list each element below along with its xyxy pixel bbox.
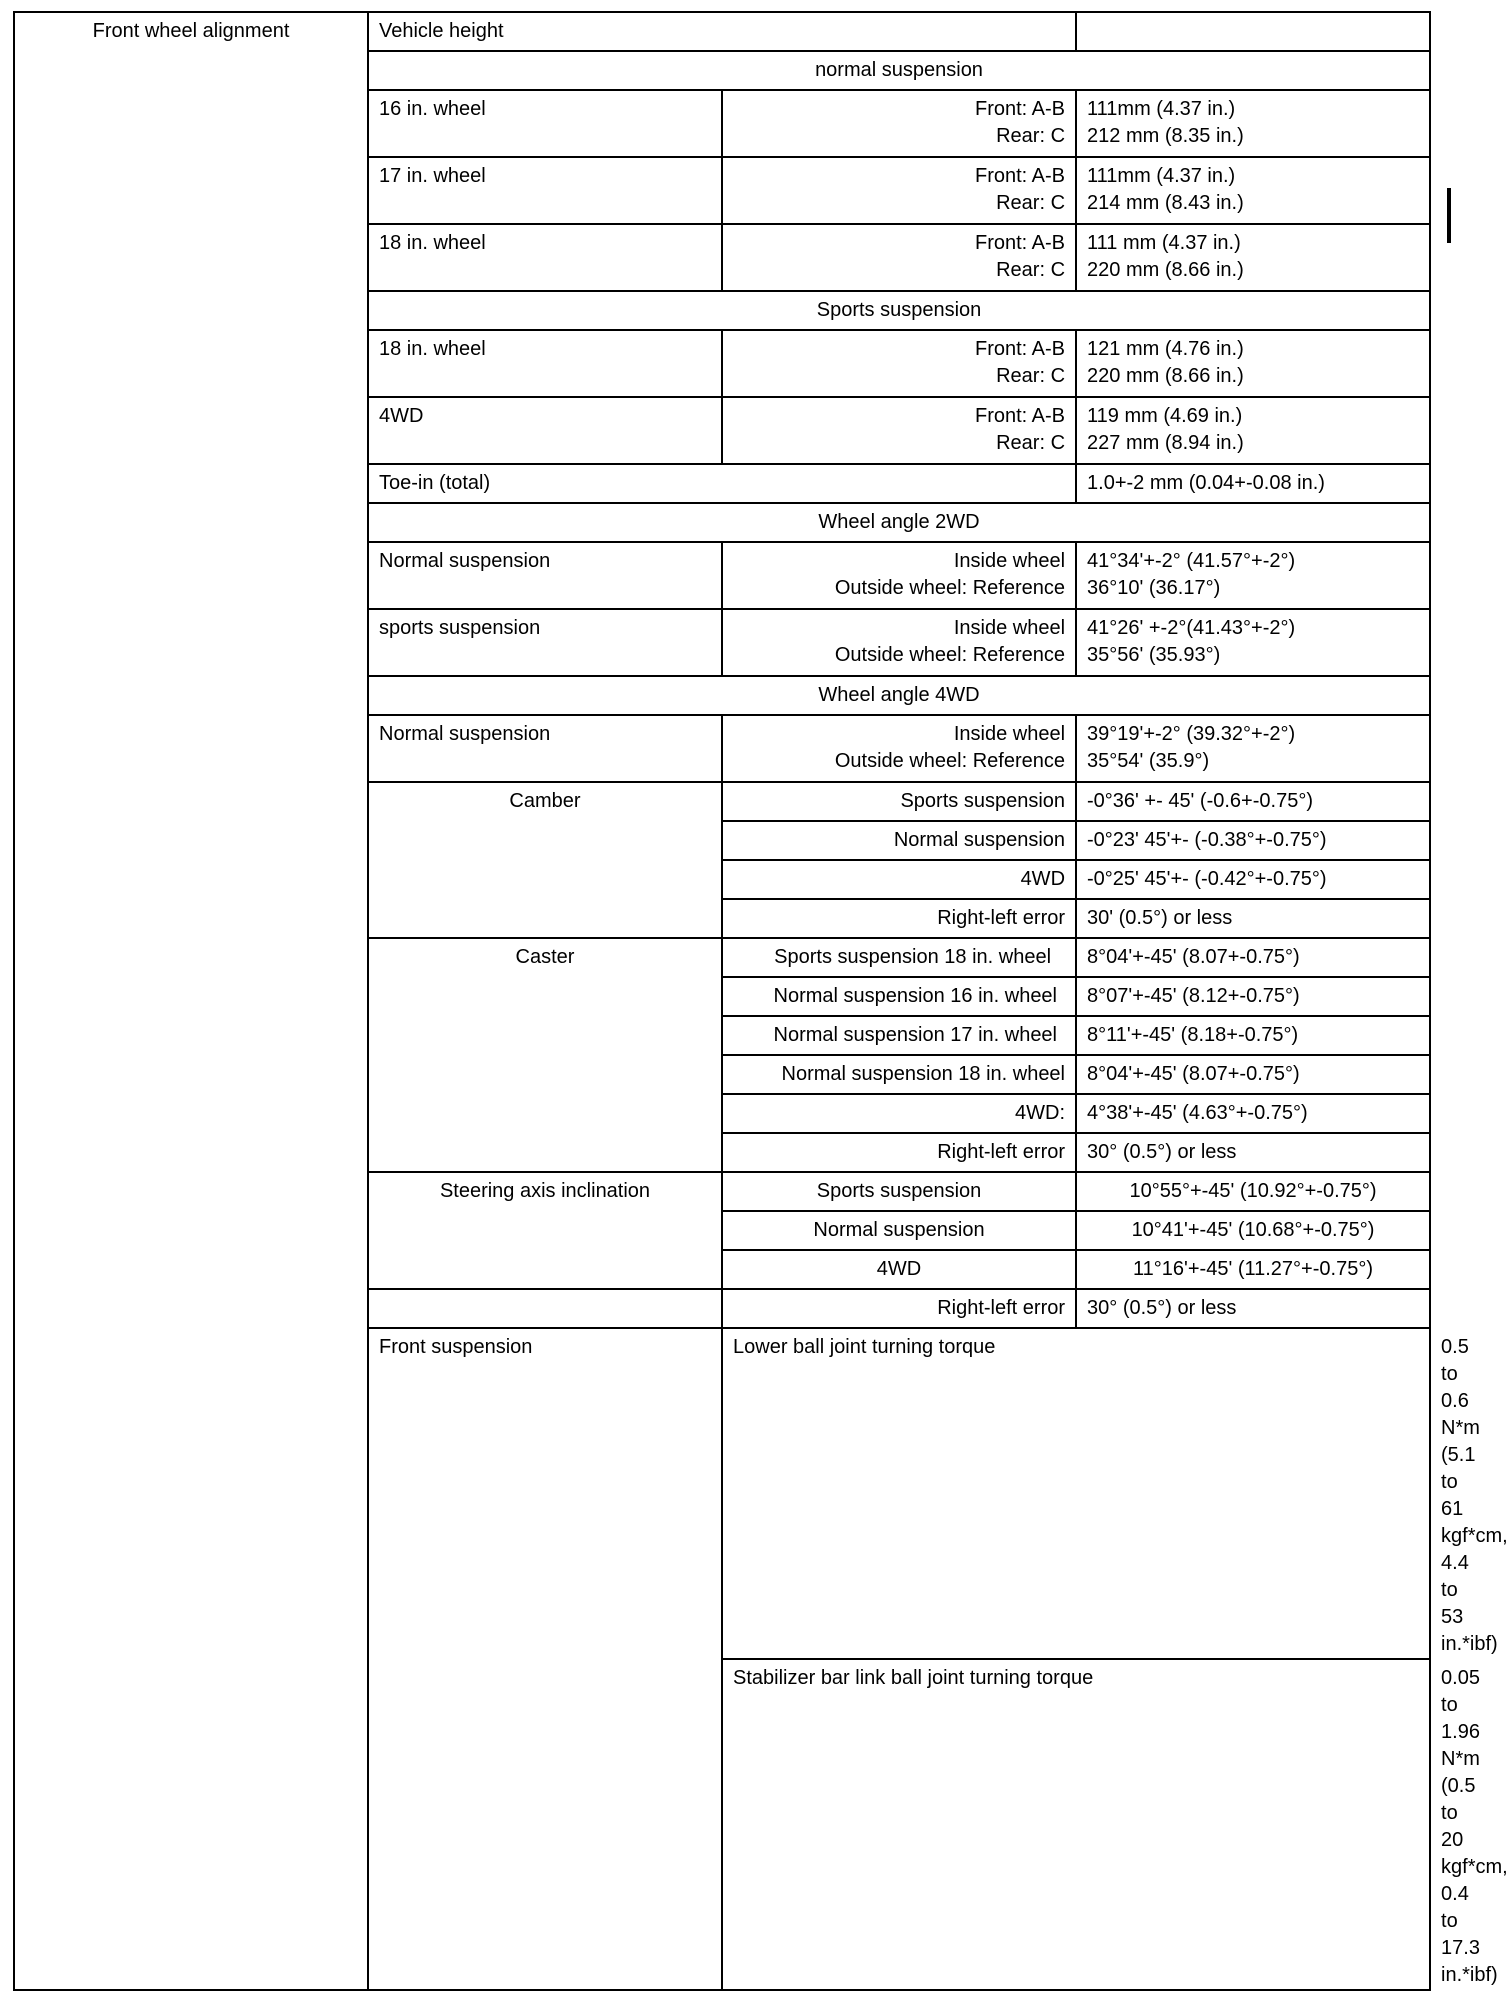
steering-error-value: 30° (0.5°) or less bbox=[1076, 1289, 1430, 1328]
awd-values bbox=[1076, 397, 1430, 464]
wa2-normal-conditions bbox=[722, 542, 1076, 609]
vehicle-height-value bbox=[1076, 12, 1430, 51]
steering-condition: 4WD bbox=[722, 1250, 1076, 1289]
caster-condition: Normal suspension 16 in. wheel bbox=[722, 977, 1076, 1016]
camber-label: Camber bbox=[368, 782, 722, 938]
front-value: 111mm (4.37 in.) bbox=[1087, 98, 1236, 120]
wa2-sports-label: sports suspension bbox=[368, 609, 722, 676]
outside-wheel-value: 36°10' (36.17°) bbox=[1087, 577, 1221, 599]
row-vehicle-height bbox=[14, 12, 1430, 51]
caster-condition: Normal suspension 18 in. wheel bbox=[722, 1055, 1076, 1094]
sports18-label: 18 in. wheel bbox=[368, 330, 722, 397]
front-value: 121 mm (4.76 in.) bbox=[1087, 338, 1244, 360]
caster-value: 8°04'+-45' (8.07+-0.75°) bbox=[1076, 938, 1430, 977]
inside-wheel-label: Inside wheel bbox=[953, 723, 1066, 745]
camber-value: -0°23' 45'+- (-0.38°+-0.75°) bbox=[1076, 821, 1430, 860]
wa4-normal-label: Normal suspension bbox=[368, 715, 722, 782]
wheel18-label: 18 in. wheel bbox=[368, 224, 722, 291]
wheel17-values bbox=[1076, 157, 1430, 224]
camber-condition: 4WD bbox=[722, 860, 1076, 899]
toe-in-value: 1.0+-2 mm (0.04+-0.08 in.) bbox=[1076, 464, 1430, 503]
rear-position: Rear: C bbox=[996, 365, 1066, 387]
outside-wheel-label: Outside wheel: Reference bbox=[834, 644, 1066, 666]
rear-value: 212 mm (8.35 in.) bbox=[1087, 125, 1244, 147]
row-stabilizer-ball-joint: Stabilizer bar link ball joint turning torque 0.05 to 1.96 N*m (0.5 to 20 kgf*cm, 0.4 to 17.3 in.*ibf) bbox=[14, 1659, 1430, 1990]
wheel18-positions bbox=[722, 224, 1076, 291]
caster-condition: 4WD: bbox=[722, 1094, 1076, 1133]
rear-position: Rear: C bbox=[996, 259, 1066, 281]
wheel17-label: 17 in. wheel bbox=[368, 157, 722, 224]
front-suspension-label: Front suspension bbox=[368, 1328, 722, 1990]
inside-wheel-value: 39°19'+-2° (39.32°+-2°) bbox=[1087, 723, 1296, 745]
camber-value: -0°25' 45'+- (-0.42°+-0.75°) bbox=[1076, 860, 1430, 899]
wheel-angle-4wd-header: Wheel angle 4WD bbox=[368, 676, 1430, 715]
sports18-values bbox=[1076, 330, 1430, 397]
lower-ball-joint-label: Lower ball joint turning torque bbox=[722, 1328, 1430, 1659]
caster-value: 8°11'+-45' (8.18+-0.75°) bbox=[1076, 1016, 1430, 1055]
stabilizer-ball-joint-label: Stabilizer bar link ball joint turning torque bbox=[722, 1659, 1430, 1990]
camber-value: 30' (0.5°) or less bbox=[1076, 899, 1430, 938]
steering-condition: Sports suspension bbox=[722, 1172, 1076, 1211]
front-position: Front: A-B bbox=[974, 165, 1066, 187]
wa2-sports-values bbox=[1076, 609, 1430, 676]
front-wheel-alignment-label: Front wheel alignment bbox=[14, 12, 368, 1990]
wheel16-values bbox=[1076, 90, 1430, 157]
wa4-normal-conditions bbox=[722, 715, 1076, 782]
steering-value: 10°41'+-45' (10.68°+-0.75°) bbox=[1076, 1211, 1430, 1250]
rear-position: Rear: C bbox=[996, 432, 1066, 454]
steering-condition: Normal suspension bbox=[722, 1211, 1076, 1250]
wa4-normal-values bbox=[1076, 715, 1430, 782]
steering-error-condition: Right-left error bbox=[722, 1289, 1076, 1328]
caster-value: 4°38'+-45' (4.63°+-0.75°) bbox=[1076, 1094, 1430, 1133]
inside-wheel-label: Inside wheel bbox=[953, 550, 1066, 572]
caster-condition: Normal suspension 17 in. wheel bbox=[722, 1016, 1076, 1055]
row-lower-ball-joint: Front suspension Lower ball joint turning torque 0.5 to 0.6 N*m (5.1 to 61 kgf*cm, 4.4 to 53 in.*ibf) bbox=[14, 1328, 1430, 1659]
toe-in-label: Toe-in (total) bbox=[368, 464, 1076, 503]
inside-wheel-value: 41°26' +-2°(41.43°+-2°) bbox=[1087, 617, 1296, 639]
caster-value: 30° (0.5°) or less bbox=[1076, 1133, 1430, 1172]
wa2-normal-label: Normal suspension bbox=[368, 542, 722, 609]
front-value: 111mm (4.37 in.) bbox=[1087, 165, 1236, 187]
front-value: 111 mm (4.37 in.) bbox=[1087, 232, 1241, 254]
rear-value: 220 mm (8.66 in.) bbox=[1087, 259, 1244, 281]
outside-wheel-label: Outside wheel: Reference bbox=[834, 577, 1066, 599]
awd-label: 4WD bbox=[368, 397, 722, 464]
vehicle-height-label: Vehicle height bbox=[368, 12, 1076, 51]
wheel16-positions bbox=[722, 90, 1076, 157]
front-position: Front: A-B bbox=[974, 338, 1066, 360]
steering-value: 11°16'+-45' (11.27°+-0.75°) bbox=[1076, 1250, 1430, 1289]
caster-label: Caster bbox=[368, 938, 722, 1172]
rear-position: Rear: C bbox=[996, 192, 1066, 214]
caster-condition: Sports suspension 18 in. wheel bbox=[722, 938, 1076, 977]
page-edge-mark bbox=[1447, 188, 1451, 243]
wheel16-label: 16 in. wheel bbox=[368, 90, 722, 157]
outside-wheel-value: 35°56' (35.93°) bbox=[1087, 644, 1221, 666]
camber-condition: Sports suspension bbox=[722, 782, 1076, 821]
rear-value: 214 mm (8.43 in.) bbox=[1087, 192, 1244, 214]
steering-axis-label: Steering axis inclination bbox=[368, 1172, 722, 1289]
spec-table bbox=[13, 11, 1508, 1991]
outside-wheel-label: Outside wheel: Reference bbox=[834, 750, 1066, 772]
steering-value: 10°55°+-45' (10.92°+-0.75°) bbox=[1076, 1172, 1430, 1211]
camber-value: -0°36' +- 45' (-0.6+-0.75°) bbox=[1076, 782, 1430, 821]
camber-condition: Normal suspension bbox=[722, 821, 1076, 860]
front-position: Front: A-B bbox=[974, 98, 1066, 120]
outside-wheel-value: 35°54' (35.9°) bbox=[1087, 750, 1210, 772]
wa2-normal-values bbox=[1076, 542, 1430, 609]
wheel17-positions bbox=[722, 157, 1076, 224]
caster-value: 8°07'+-45' (8.12+-0.75°) bbox=[1076, 977, 1430, 1016]
camber-condition: Right-left error bbox=[722, 899, 1076, 938]
sports-suspension-header: Sports suspension bbox=[368, 291, 1430, 330]
rear-position: Rear: C bbox=[996, 125, 1066, 147]
front-position: Front: A-B bbox=[974, 405, 1066, 427]
wa2-sports-conditions bbox=[722, 609, 1076, 676]
front-position: Front: A-B bbox=[974, 232, 1066, 254]
wheel18-values bbox=[1076, 224, 1430, 291]
front-value: 119 mm (4.69 in.) bbox=[1087, 405, 1243, 427]
caster-condition: Right-left error bbox=[722, 1133, 1076, 1172]
caster-value: 8°04'+-45' (8.07+-0.75°) bbox=[1076, 1055, 1430, 1094]
steering-error-blank bbox=[368, 1289, 722, 1328]
normal-suspension-header: normal suspension bbox=[368, 51, 1430, 90]
inside-wheel-value: 41°34'+-2° (41.57°+-2°) bbox=[1087, 550, 1296, 572]
awd-positions bbox=[722, 397, 1076, 464]
wheel-angle-2wd-header: Wheel angle 2WD bbox=[368, 503, 1430, 542]
rear-value: 220 mm (8.66 in.) bbox=[1087, 365, 1244, 387]
inside-wheel-label: Inside wheel bbox=[953, 617, 1066, 639]
sports18-positions bbox=[722, 330, 1076, 397]
rear-value: 227 mm (8.94 in.) bbox=[1087, 432, 1244, 454]
